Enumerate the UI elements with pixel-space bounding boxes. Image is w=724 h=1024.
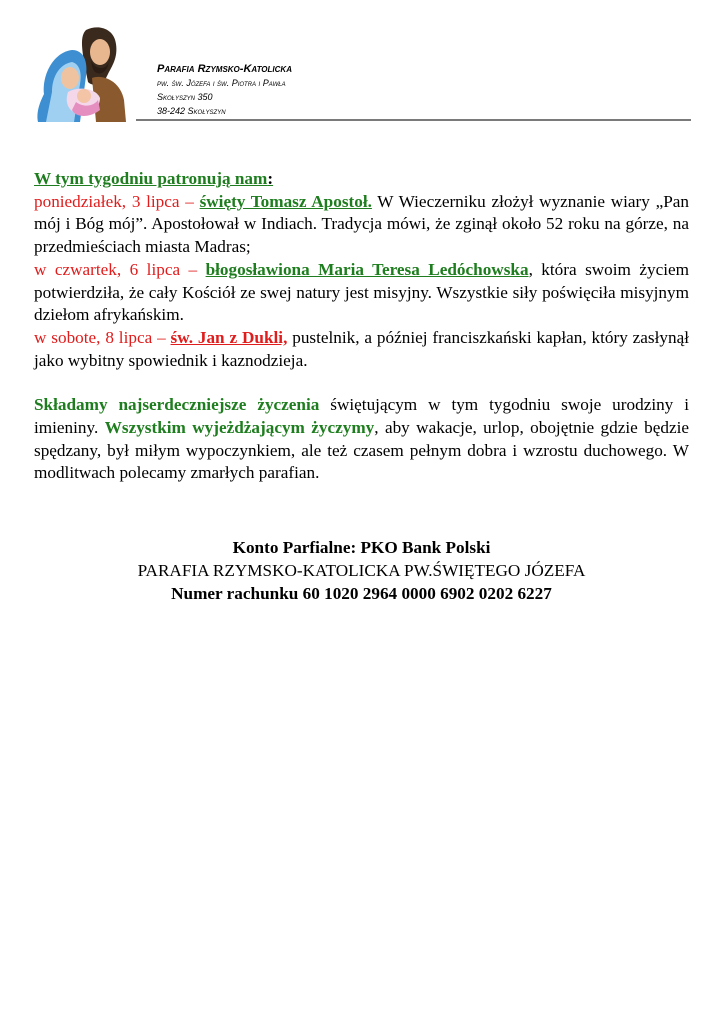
account-number: Numer rachunku 60 1020 2964 0000 6902 0202 6227 (171, 584, 552, 603)
patron-date: poniedziałek, 3 lipca – (34, 191, 200, 211)
parish-name: Parafia Rzymsko-Katolicka (157, 63, 292, 75)
patron-description: pustelnik, a później franciszkański kapłan, który zasłynął jako wybitny spowiednik i kaznodzieja. (34, 327, 689, 370)
patron-description: , która swoim życiem potwierdziła, że cały Kościół ze swej natury jest misyjny. Wszystkie siły poświęciła misyjnym dziełom afrykańskim. (34, 259, 689, 325)
patron-date: w czwartek, 6 lipca – (34, 259, 206, 279)
account-title: Konto Parfialne: PKO Bank Polski (232, 538, 491, 557)
parish-patrons: pw. św. Józefa i św. Piotra i Pawła (157, 78, 286, 88)
wishes-lead-travel: Wszystkim wyjeżdżającym życzymy (104, 418, 375, 438)
patron-saint: błogosławiona Maria Teresa Ledóchowska (205, 259, 529, 279)
patron-description: W Wieczerniku złożył wyznanie wiary „Pan mój i Bóg mój”. Apostołował w Indiach. Tradycja mówi, że zginął około 52 roku na górze, na przedmieściach miasta Madras; (34, 191, 689, 257)
patrons-heading: W tym tygodniu patronują nam: (34, 169, 274, 188)
patron-entry (34, 259, 689, 327)
patron-saint: święty Tomasz Apostoł. (199, 191, 372, 211)
header-divider (136, 119, 691, 121)
account-holder: PARAFIA RZYMSKO-KATOLICKA PW.ŚWIĘTEGO JÓZEFA (137, 561, 586, 580)
patron-date: w sobote, 8 lipca – (34, 327, 171, 347)
patron-saint: św. Jan z Dukli, (170, 327, 288, 347)
wishes-lead: Składamy najserdeczniejsze życzenia (34, 395, 320, 415)
wishes-paragraph: Składamy najserdeczniejsze życzenia świętującym w tym tygodniu swoje urodziny i imieniny. Wszystkim wyjeżdżającym życzymy, aby wakacje, urlop, obojętnie gdzie będzie spędzany, był miłym wypoczynkiem, ale też czasem pełnym dobra i wzrostu duchowego. W modlitwach polecamy zmarłych parafian. (34, 395, 689, 483)
bulletin-body (34, 168, 689, 485)
parish-postcode: 38-242 Skołyszyn (157, 106, 226, 116)
patron-entry (34, 327, 689, 372)
bank-account (34, 536, 689, 605)
parish-address: Skołyszyn 350 (157, 92, 213, 102)
holy-family-logo (34, 22, 134, 122)
parish-header (157, 62, 292, 118)
patron-entry (34, 191, 689, 259)
